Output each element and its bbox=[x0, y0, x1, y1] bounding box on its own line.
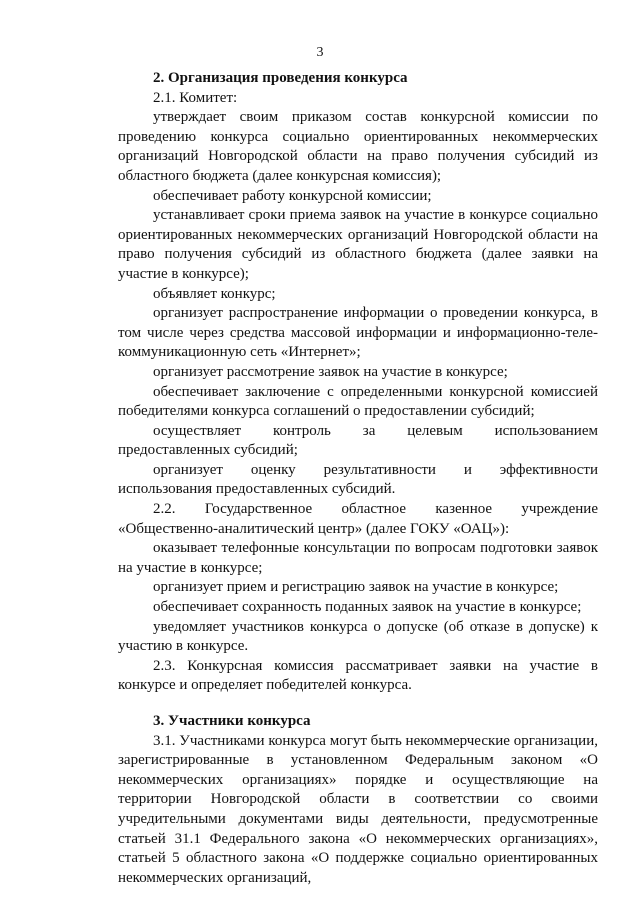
section-2-heading: 2. Организация проведения конкурса bbox=[153, 70, 408, 86]
page-number: 3 bbox=[316, 45, 324, 60]
paragraph-2-1-distribution: организует распространение информации о проведении конкурса, в том числе через средства массовой информации и информационно-теле-коммуникационную сеть «Интернет»; bbox=[118, 305, 598, 361]
paragraph-2-1-announce: объявляет конкурс; bbox=[153, 285, 276, 302]
document-body bbox=[118, 69, 598, 888]
paragraph-2-1-evaluation: организует оценку результативности и эффективности использования предоставленных субсидий. bbox=[118, 461, 598, 498]
paragraph-2-2-storage: обеспечивает сохранность поданных заявок на участие в конкурсе; bbox=[153, 599, 582, 616]
paragraph-2-2-consultations: оказывает телефонные консультации по вопросам подготовки заявок на участие в конкурсе; bbox=[118, 540, 598, 576]
paragraph-2-1-control: осуществляет контроль за целевым использованием предоставленных субсидий; bbox=[118, 422, 598, 459]
paragraph-2-1-review: организует рассмотрение заявок на участие в конкурсе; bbox=[153, 363, 508, 380]
paragraph-2-2-registration: организует прием и регистрацию заявок на участие в конкурсе; bbox=[153, 579, 559, 596]
paragraph-2-2: 2.2. Государственное областное казенное учреждение «Общественно-аналитический центр» (далее ГОКУ «ОАЦ»): bbox=[118, 501, 598, 537]
paragraph-2-1-commission-work: обеспечивает работу конкурсной комиссии; bbox=[153, 187, 432, 204]
paragraph-2-1-approve: утверждает своим приказом состав конкурсной комиссии по проведению конкурса социально ориентированных некоммерческих организаций Новгородской области на право получения субсидий из областного бюджета (далее конкурсная комиссия); bbox=[118, 109, 598, 184]
paragraph-2-2-notification: уведомляет участников конкурса о допуске (об отказе в допуске) к участию в конкурсе. bbox=[118, 618, 598, 655]
paragraph-2-1-agreements: обеспечивает заключение с определенными конкурсной комиссией победителями конкурса соглашений о предоставлении субсидий; bbox=[118, 383, 598, 420]
paragraph-2-1: 2.1. Комитет: bbox=[153, 89, 238, 106]
section-3-heading: 3. Участники конкурса bbox=[153, 713, 311, 729]
paragraph-2-1-deadlines: устанавливает сроки приема заявок на участие в конкурсе социально ориентированных некоммерческих организаций Новгородской области на право получения субсидий из областного бюджета (далее заявки на участие в конкурсе); bbox=[118, 207, 598, 282]
paragraph-3-1: 3.1. Участниками конкурса могут быть некоммерческие организации, зарегистрированные в установленном Федеральным законом «О некоммерческих организациях» порядке и осуществляющие на территории Новгородской области в соответствии со своими учредительными документами виды деятельности, предусмотренные статьей 31.1 Федерального закона «О некоммерческих организациях», статьей 5 областного закона «О поддержке социально ориентированных некоммерческих организаций, bbox=[118, 732, 598, 886]
paragraph-2-3: 2.3. Конкурсная комиссия рассматривает заявки на участие в конкурсе и определяет победителей конкурса. bbox=[118, 657, 598, 694]
